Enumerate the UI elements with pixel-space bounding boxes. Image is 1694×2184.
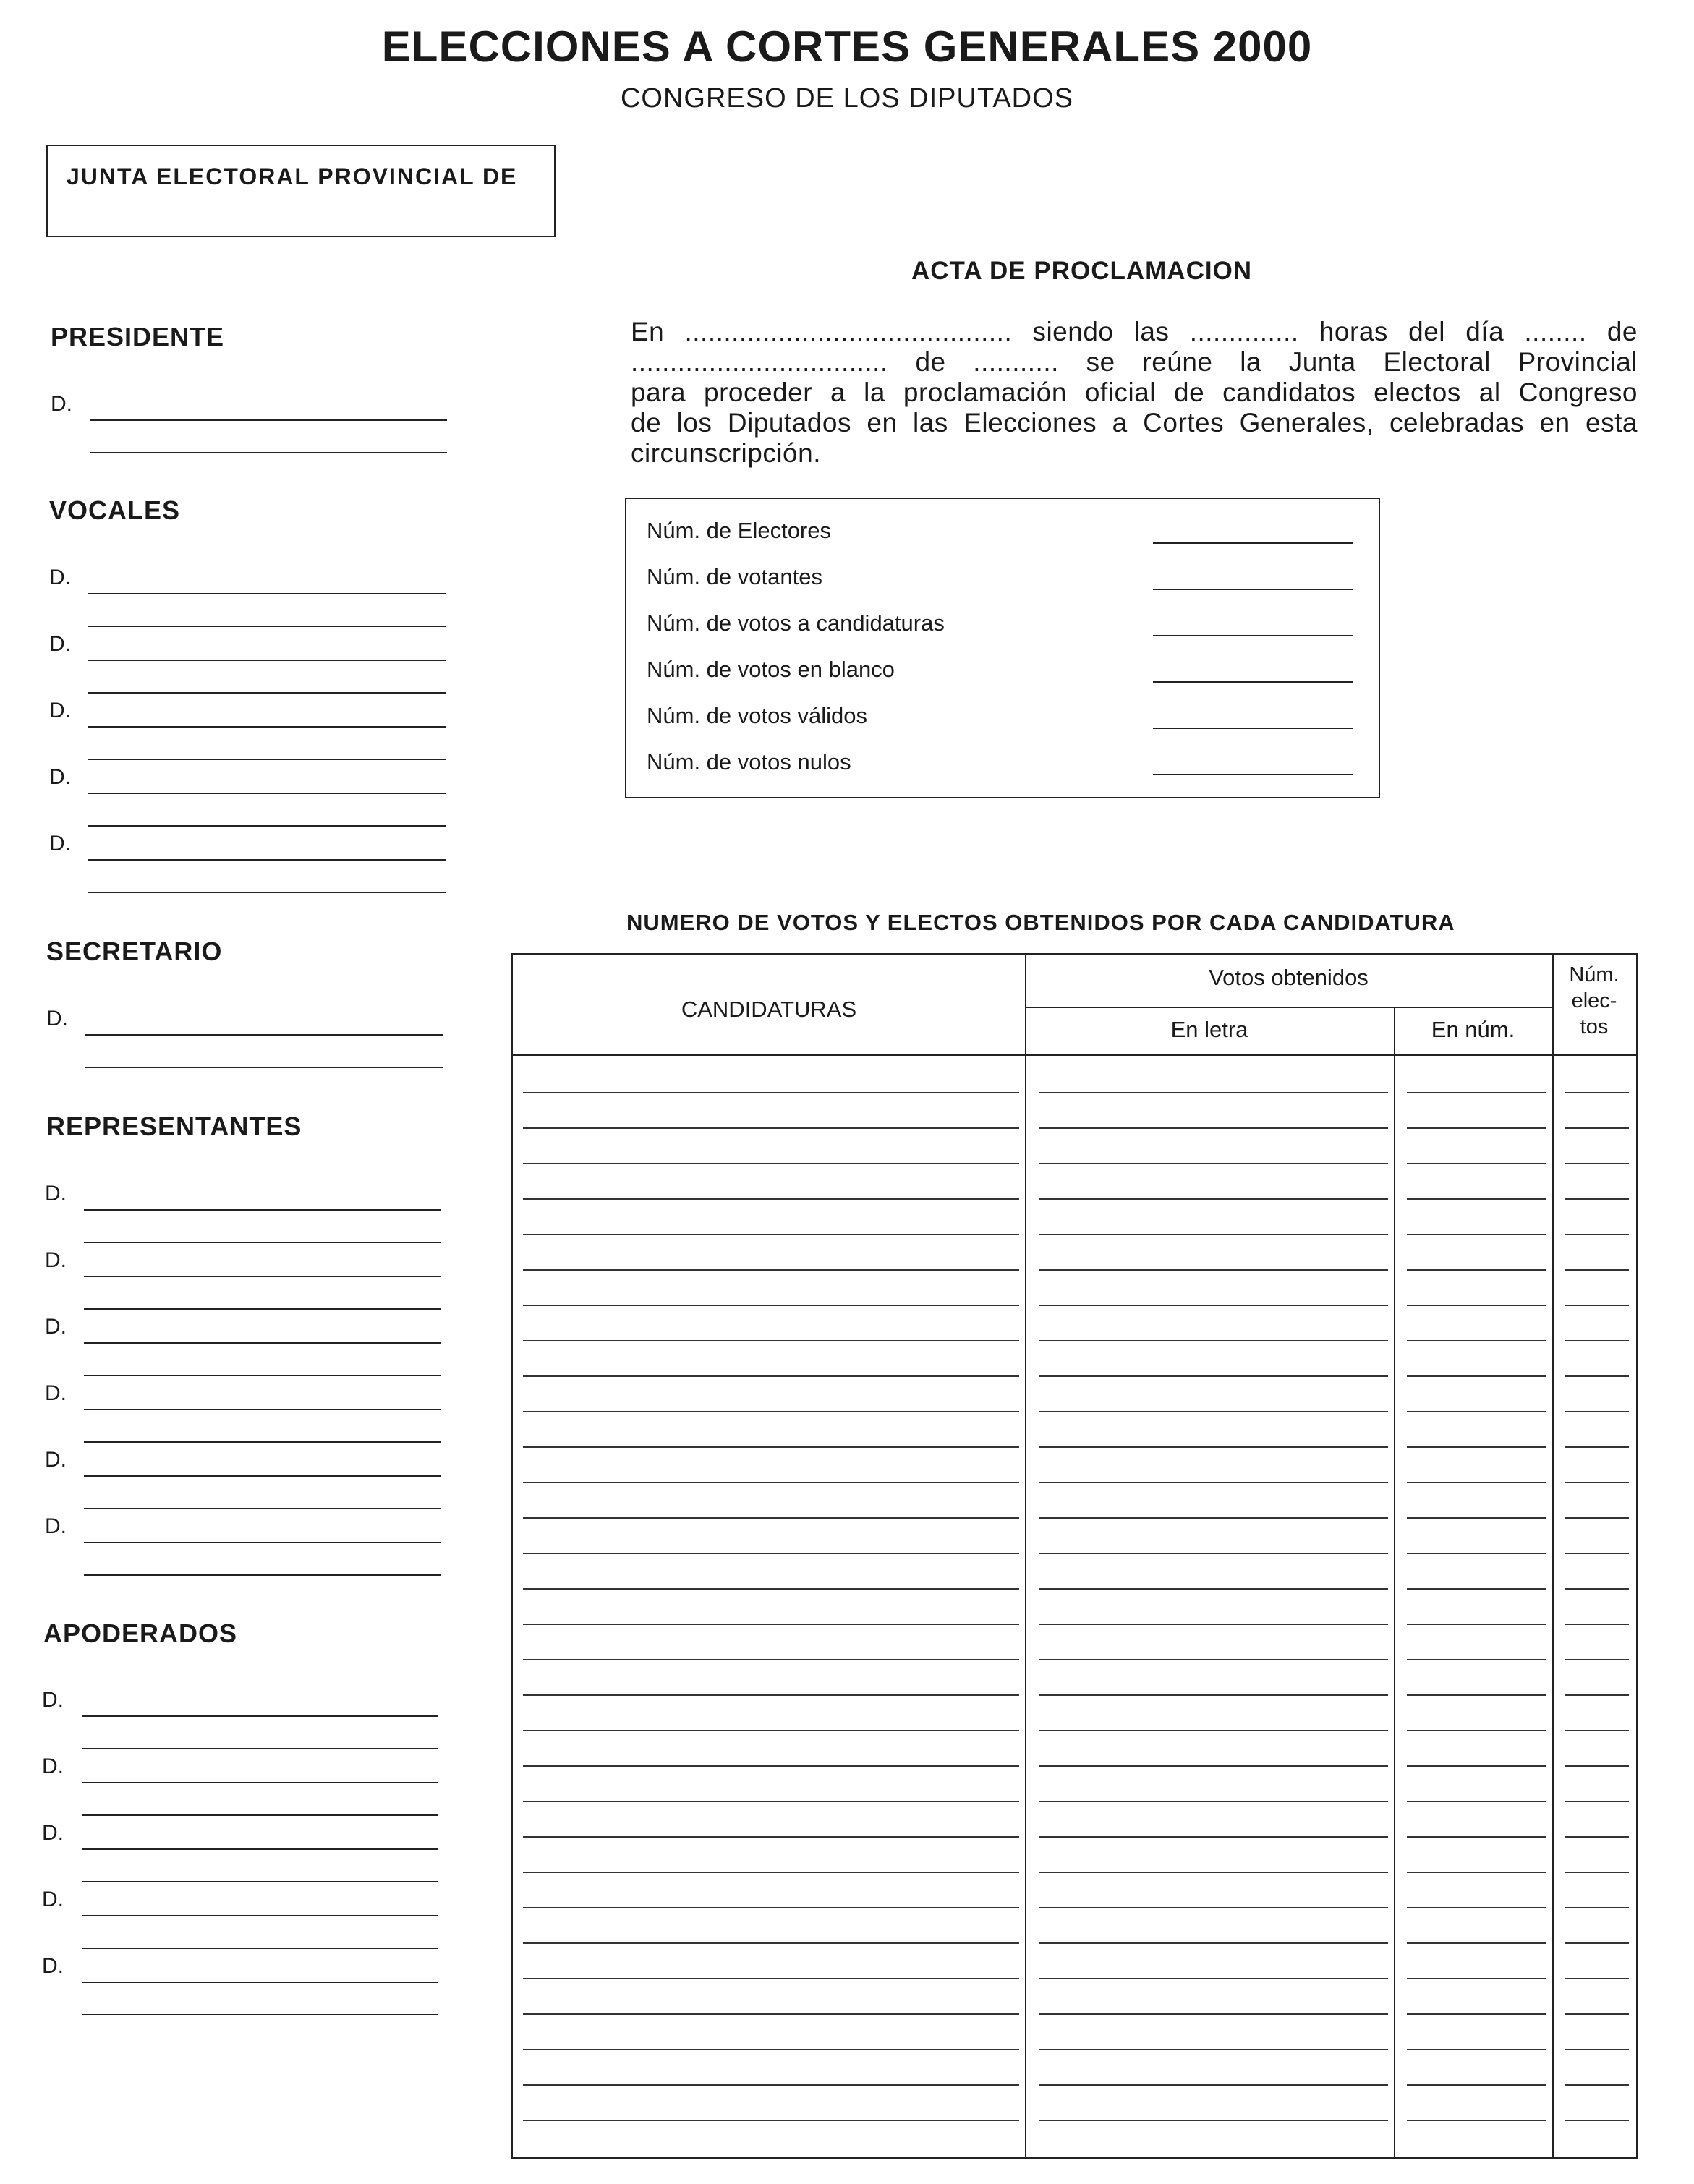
table-row-line[interactable]: [523, 1659, 1019, 1660]
header-divider: [1025, 1007, 1552, 1008]
d-prefix-label: D.: [49, 566, 71, 589]
table-row-line[interactable]: [1565, 1836, 1629, 1838]
intro-line: para proceder a la proclamación oficial de candidatos electos al Congreso: [631, 377, 1638, 407]
signature-line[interactable]: [90, 419, 447, 421]
table-row-line[interactable]: [1039, 1411, 1388, 1412]
header-votos-obtenidos: Votos obtenidos: [1209, 965, 1369, 990]
stat-row-votos-validos: [647, 703, 1355, 732]
table-row-line[interactable]: [1407, 1801, 1546, 1802]
table-row-line[interactable]: [1407, 1624, 1546, 1625]
table-row-line[interactable]: [523, 2120, 1019, 2121]
table-row-line[interactable]: [1039, 1234, 1388, 1235]
table-row-line[interactable]: [1407, 2084, 1546, 2086]
table-row-line[interactable]: [1407, 1127, 1546, 1129]
section-presidente: PRESIDENTE: [51, 322, 225, 351]
stat-value-field[interactable]: [1153, 635, 1353, 636]
signature-line[interactable]: [84, 1342, 441, 1344]
signature-line[interactable]: [84, 1242, 441, 1243]
table-row-line[interactable]: [1565, 1907, 1629, 1908]
table-row-line[interactable]: [1565, 1517, 1629, 1519]
acta-intro-text: [631, 317, 1638, 469]
table-row-line[interactable]: [1039, 1092, 1388, 1093]
table-row-line[interactable]: [1407, 1482, 1546, 1483]
table-row-line[interactable]: [1565, 1765, 1629, 1767]
signature-line[interactable]: [88, 692, 446, 694]
table-row-line[interactable]: [1039, 1942, 1388, 1944]
table-row-line[interactable]: [1039, 1553, 1388, 1554]
signature-line[interactable]: [88, 859, 446, 861]
stat-row-votos-candidaturas: [647, 610, 1355, 639]
table-row-line[interactable]: [1407, 1907, 1546, 1908]
signature-line[interactable]: [84, 1209, 441, 1211]
section-vocales: VOCALES: [49, 495, 181, 525]
intro-line: ................................. de ........... se reúne la Junta Electoral Provincial: [631, 347, 1638, 377]
table-row-line[interactable]: [1407, 1446, 1546, 1448]
table-row-line[interactable]: [1039, 1198, 1388, 1200]
section-secretario: SECRETARIO: [46, 937, 223, 966]
table-row-line[interactable]: [1565, 1801, 1629, 1802]
intro-line: circunscripción.: [631, 438, 821, 468]
table-row-line[interactable]: [1039, 2084, 1388, 2086]
signature-line[interactable]: [90, 452, 447, 453]
table-row-line[interactable]: [1565, 1234, 1629, 1235]
table-row-line[interactable]: [1039, 1836, 1388, 1838]
table-row-line[interactable]: [523, 1198, 1019, 1200]
d-prefix-label: D.: [45, 1448, 67, 1472]
d-prefix-label: D.: [45, 1248, 67, 1272]
table-row-line[interactable]: [1565, 1942, 1629, 1944]
d-prefix-label: D.: [42, 1688, 64, 1712]
table-row-line[interactable]: [1039, 1340, 1388, 1341]
signature-line[interactable]: [82, 1881, 438, 1882]
table-row-line[interactable]: [1407, 1942, 1546, 1944]
stat-value-field[interactable]: [1153, 728, 1353, 729]
d-prefix-label: D.: [42, 1954, 64, 1978]
table-row-line[interactable]: [523, 1482, 1019, 1483]
intro-line: En .......................................... siendo las .............. horas del día ........ de: [631, 317, 1638, 346]
signature-line[interactable]: [82, 1982, 438, 1983]
table-row-line[interactable]: [523, 1978, 1019, 1979]
table-row-line[interactable]: [1565, 1624, 1629, 1625]
table-row-line[interactable]: [1039, 2120, 1388, 2121]
table-row-line[interactable]: [523, 2013, 1019, 2015]
table-row-line[interactable]: [1565, 1305, 1629, 1306]
table-row-line[interactable]: [1407, 1163, 1546, 1164]
signature-line[interactable]: [82, 1848, 438, 1850]
table-row-line[interactable]: [1565, 1446, 1629, 1448]
col-divider: [1552, 955, 1554, 2157]
table-row-line[interactable]: [523, 1517, 1019, 1519]
candidaturas-table: [511, 953, 1638, 2159]
signature-line[interactable]: [82, 2014, 438, 2015]
table-row-line[interactable]: [1565, 1872, 1629, 1873]
table-row-line[interactable]: [1565, 1411, 1629, 1412]
table-row-line[interactable]: [1039, 2013, 1388, 2015]
table-row-line[interactable]: [1039, 1978, 1388, 1979]
col-divider: [1025, 955, 1026, 2157]
signature-line[interactable]: [84, 1308, 441, 1310]
d-prefix-label: D.: [49, 632, 71, 656]
header-en-num: En núm.: [1431, 1017, 1515, 1042]
signature-line[interactable]: [88, 626, 446, 627]
signature-line[interactable]: [88, 825, 446, 827]
stat-label: Núm. de votantes: [647, 564, 822, 589]
signature-line[interactable]: [84, 1375, 441, 1376]
table-row-line[interactable]: [1565, 1127, 1629, 1129]
table-row-line[interactable]: [523, 1127, 1019, 1129]
table-row-line[interactable]: [1039, 1517, 1388, 1519]
table-row-line[interactable]: [523, 1624, 1019, 1625]
table-row-line[interactable]: [523, 1588, 1019, 1590]
stat-row-electores: [647, 518, 1355, 547]
col-divider: [1394, 1007, 1395, 2157]
signature-line[interactable]: [88, 660, 446, 661]
document-title: ELECCIONES A CORTES GENERALES 2000: [381, 22, 1313, 71]
table-row-line[interactable]: [1407, 1234, 1546, 1235]
table-row-line[interactable]: [1039, 1624, 1388, 1625]
stat-label: Núm. de votos en blanco: [647, 657, 895, 682]
table-row-line[interactable]: [1039, 1482, 1388, 1483]
stat-label: Núm. de votos válidos: [647, 703, 867, 728]
stat-value-field[interactable]: [1153, 774, 1353, 775]
signature-line[interactable]: [84, 1276, 441, 1277]
table-row-line[interactable]: [1565, 1553, 1629, 1554]
table-row-line[interactable]: [1565, 1340, 1629, 1341]
d-prefix-label: D.: [45, 1514, 67, 1538]
table-row-line[interactable]: [523, 1340, 1019, 1341]
intro-line: de los Diputados en las Elecciones a Cortes Generales, celebradas en esta: [631, 408, 1638, 438]
table-row-line[interactable]: [1565, 1482, 1629, 1483]
table-row-line[interactable]: [523, 1092, 1019, 1093]
stat-label: Núm. de votos a candidaturas: [647, 610, 945, 636]
table-row-line[interactable]: [1039, 1659, 1388, 1660]
table-row-line[interactable]: [1407, 1269, 1546, 1271]
table-row-line[interactable]: [1039, 1127, 1388, 1129]
table-row-line[interactable]: [1039, 1801, 1388, 1802]
table-row-line[interactable]: [523, 1765, 1019, 1767]
table-row-line[interactable]: [1407, 1978, 1546, 1979]
header-num-electos: [1552, 962, 1636, 1040]
signature-line[interactable]: [88, 793, 446, 794]
table-row-line[interactable]: [523, 2084, 1019, 2086]
table-row-line[interactable]: [1565, 1978, 1629, 1979]
table-row-line[interactable]: [1407, 1553, 1546, 1554]
table-row-line[interactable]: [1039, 1730, 1388, 1731]
table-row-line[interactable]: [1565, 1730, 1629, 1731]
signature-line[interactable]: [84, 1574, 441, 1576]
stat-value-field[interactable]: [1153, 681, 1353, 683]
signature-line[interactable]: [82, 1948, 438, 1949]
table-row-line[interactable]: [523, 1942, 1019, 1944]
table-row-line[interactable]: [1565, 1694, 1629, 1696]
table-row-line[interactable]: [523, 1836, 1019, 1838]
d-prefix-label: D.: [42, 1887, 64, 1911]
stat-row-votos-nulos: [647, 749, 1355, 778]
table-row-line[interactable]: [523, 1305, 1019, 1306]
table-row-line[interactable]: [1565, 1198, 1629, 1200]
signature-line[interactable]: [82, 1915, 438, 1916]
table-row-line[interactable]: [523, 1694, 1019, 1696]
table-row-line[interactable]: [1039, 1305, 1388, 1306]
table-row-line[interactable]: [1407, 1765, 1546, 1767]
table-row-line[interactable]: [1565, 1588, 1629, 1590]
table-row-line[interactable]: [523, 1553, 1019, 1554]
table-row-line[interactable]: [1039, 1694, 1388, 1696]
table-row-line[interactable]: [1565, 1375, 1629, 1377]
table-row-line[interactable]: [1407, 1411, 1546, 1412]
d-prefix-label: D.: [42, 1821, 64, 1845]
table-row-line[interactable]: [1565, 1092, 1629, 1093]
table-row-line[interactable]: [1565, 2120, 1629, 2121]
stat-label: Núm. de votos nulos: [647, 749, 851, 775]
header-num-electos-line: tos: [1580, 1015, 1609, 1038]
acta-title: ACTA DE PROCLAMACION: [911, 257, 1253, 285]
junta-electoral-label: JUNTA ELECTORAL PROVINCIAL DE: [67, 163, 518, 189]
signature-line[interactable]: [88, 759, 446, 760]
d-prefix-label: D.: [45, 1315, 67, 1339]
table-row-line[interactable]: [1039, 2049, 1388, 2050]
d-prefix-label: D.: [49, 699, 71, 722]
table-row-line[interactable]: [1407, 1659, 1546, 1660]
table-row-line[interactable]: [523, 1907, 1019, 1908]
signature-line[interactable]: [85, 1067, 443, 1068]
stats-box: [625, 498, 1380, 798]
table-row-line[interactable]: [1565, 2013, 1629, 2015]
signature-line[interactable]: [88, 892, 446, 893]
signature-line[interactable]: [84, 1409, 441, 1410]
section-representantes: REPRESENTANTES: [46, 1112, 302, 1141]
table-row-line[interactable]: [1039, 1269, 1388, 1271]
signature-line[interactable]: [82, 1748, 438, 1749]
table-row-line[interactable]: [1407, 1375, 1546, 1377]
signature-line[interactable]: [85, 1034, 443, 1036]
stat-label: Núm. de Electores: [647, 518, 831, 543]
table-row-line[interactable]: [1039, 1163, 1388, 1164]
table-row-line[interactable]: [523, 1375, 1019, 1377]
signature-line[interactable]: [84, 1508, 441, 1509]
table-row-line[interactable]: [523, 1163, 1019, 1164]
table-row-line[interactable]: [1407, 1836, 1546, 1838]
stat-row-votos-blanco: [647, 657, 1355, 686]
header-en-letra: En letra: [1170, 1017, 1248, 1042]
table-row-line[interactable]: [1407, 1730, 1546, 1731]
table-row-line[interactable]: [1565, 1659, 1629, 1660]
table-row-line[interactable]: [1407, 2013, 1546, 2015]
table-caption: NUMERO DE VOTOS Y ELECTOS OBTENIDOS POR CADA CANDIDATURA: [626, 910, 1455, 935]
table-row-line[interactable]: [1039, 1446, 1388, 1448]
d-prefix-label: D.: [42, 1754, 64, 1778]
header-bottom-divider: [513, 1054, 1636, 1056]
table-row-line[interactable]: [1407, 2049, 1546, 2050]
table-row-line[interactable]: [1565, 1269, 1629, 1271]
header-num-electos-line: elec-: [1571, 989, 1617, 1012]
d-prefix-label: D.: [49, 832, 71, 856]
table-row-line[interactable]: [523, 1446, 1019, 1448]
table-row-line[interactable]: [1407, 1872, 1546, 1873]
table-row-line[interactable]: [1407, 1588, 1546, 1590]
stat-value-field[interactable]: [1153, 542, 1353, 544]
stat-value-field[interactable]: [1153, 589, 1353, 590]
table-row-line[interactable]: [523, 1872, 1019, 1873]
table-row-line[interactable]: [523, 1269, 1019, 1271]
header-num-electos-line: Núm.: [1569, 963, 1619, 986]
table-row-line[interactable]: [1407, 1517, 1546, 1519]
table-row-line[interactable]: [1039, 1375, 1388, 1377]
signature-line[interactable]: [84, 1542, 441, 1543]
table-row-line[interactable]: [1407, 1694, 1546, 1696]
table-row-line[interactable]: [523, 1234, 1019, 1235]
stat-row-votantes: [647, 564, 1355, 593]
d-prefix-label: D.: [45, 1182, 67, 1206]
table-row-line[interactable]: [523, 1730, 1019, 1731]
table-row-line[interactable]: [523, 1801, 1019, 1802]
d-prefix-label: D.: [46, 1007, 68, 1031]
signature-line[interactable]: [88, 593, 446, 594]
junta-electoral-box[interactable]: [46, 145, 556, 237]
signature-line[interactable]: [84, 1475, 441, 1477]
table-row-line[interactable]: [1039, 1907, 1388, 1908]
header-candidaturas: CANDIDATURAS: [681, 997, 857, 1022]
table-row-line[interactable]: [1039, 1872, 1388, 1873]
table-row-line[interactable]: [1407, 1340, 1546, 1341]
table-row-line[interactable]: [1565, 2049, 1629, 2050]
table-row-line[interactable]: [1565, 2084, 1629, 2086]
table-row-line[interactable]: [1039, 1765, 1388, 1767]
table-row-line[interactable]: [1565, 1163, 1629, 1164]
signature-line[interactable]: [88, 726, 446, 728]
signature-line[interactable]: [84, 1441, 441, 1443]
signature-line[interactable]: [82, 1782, 438, 1783]
document-subtitle: CONGRESO DE LOS DIPUTADOS: [620, 83, 1074, 114]
table-row-line[interactable]: [1407, 2120, 1546, 2121]
signature-line[interactable]: [82, 1814, 438, 1816]
table-row-line[interactable]: [1039, 1588, 1388, 1590]
d-prefix-label: D.: [51, 392, 72, 416]
d-prefix-label: D.: [45, 1381, 67, 1405]
table-row-line[interactable]: [1407, 1305, 1546, 1306]
d-prefix-label: D.: [49, 765, 71, 789]
section-apoderados: APODERADOS: [43, 1618, 238, 1648]
table-row-line[interactable]: [523, 2049, 1019, 2050]
table-row-line[interactable]: [1407, 1092, 1546, 1093]
signature-line[interactable]: [82, 1715, 438, 1717]
table-row-line[interactable]: [1407, 1198, 1546, 1200]
table-row-line[interactable]: [523, 1411, 1019, 1412]
